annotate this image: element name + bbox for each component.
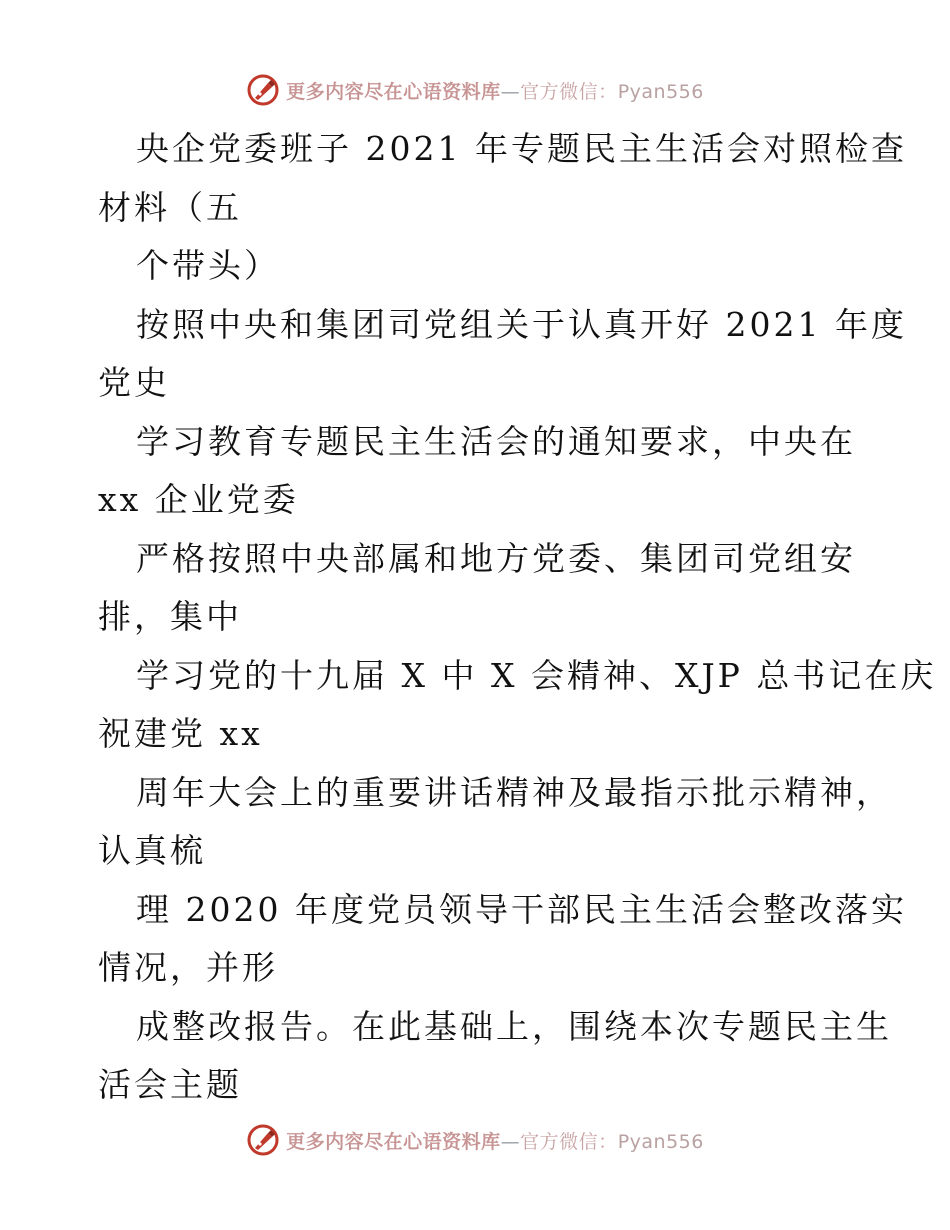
- watermark-brand: 更多内容尽在心语资料库: [286, 80, 501, 103]
- doc-line: 周年大会上的重要讲话精神及最指示批示精神，: [136, 772, 892, 812]
- header-watermark-banner: [0, 70, 950, 110]
- watermark-separator: —: [500, 1130, 521, 1153]
- doc-title-line-3: 个带头）: [136, 246, 280, 285]
- watermark-separator: —: [500, 80, 521, 103]
- doc-line: 成整改报告。在此基础上，围绕本次专题民主生: [136, 1006, 892, 1046]
- document-body: [98, 120, 937, 1115]
- watermark-account: Pyan556: [617, 1130, 704, 1153]
- watermark-account: Pyan556: [617, 80, 704, 103]
- doc-line: xx 企业党委: [98, 480, 299, 519]
- doc-line: 排，集中: [98, 597, 242, 636]
- doc-line: 活会主题: [98, 1065, 242, 1104]
- doc-line: 认真梳: [98, 831, 206, 870]
- watermark-brand: 更多内容尽在心语资料库: [286, 1130, 501, 1153]
- doc-line: 按照中央和集团司党组关于认真开好 2021 年度: [136, 304, 907, 344]
- doc-line: 情况，并形: [98, 948, 278, 987]
- pen-nib-seal-icon: [246, 73, 280, 107]
- pen-nib-seal-icon: [246, 1123, 280, 1157]
- doc-line: 严格按照中央部属和地方党委、集团司党组安: [136, 538, 856, 578]
- doc-line: 理 2020 年度党员领导干部民主生活会整改落实: [136, 889, 907, 929]
- watermark-text: [286, 1127, 704, 1154]
- doc-line: 学习党的十九届 X 中 X 会精神、XJP 总书记在庆: [136, 655, 937, 695]
- watermark-text: [286, 77, 704, 104]
- doc-line: 祝建党 xx: [98, 714, 263, 753]
- doc-title-line-1: 央企党委班子 2021 年专题民主生活会对照检查: [136, 129, 907, 168]
- footer-watermark-banner: [0, 1120, 950, 1160]
- watermark-suffix: 官方微信：: [520, 80, 618, 103]
- doc-line: 学习教育专题民主生活会的通知要求，中央在: [136, 421, 856, 461]
- doc-title-line-2: 材料（五: [98, 187, 242, 227]
- watermark-suffix: 官方微信：: [520, 1130, 618, 1153]
- doc-line: 党史: [98, 363, 170, 402]
